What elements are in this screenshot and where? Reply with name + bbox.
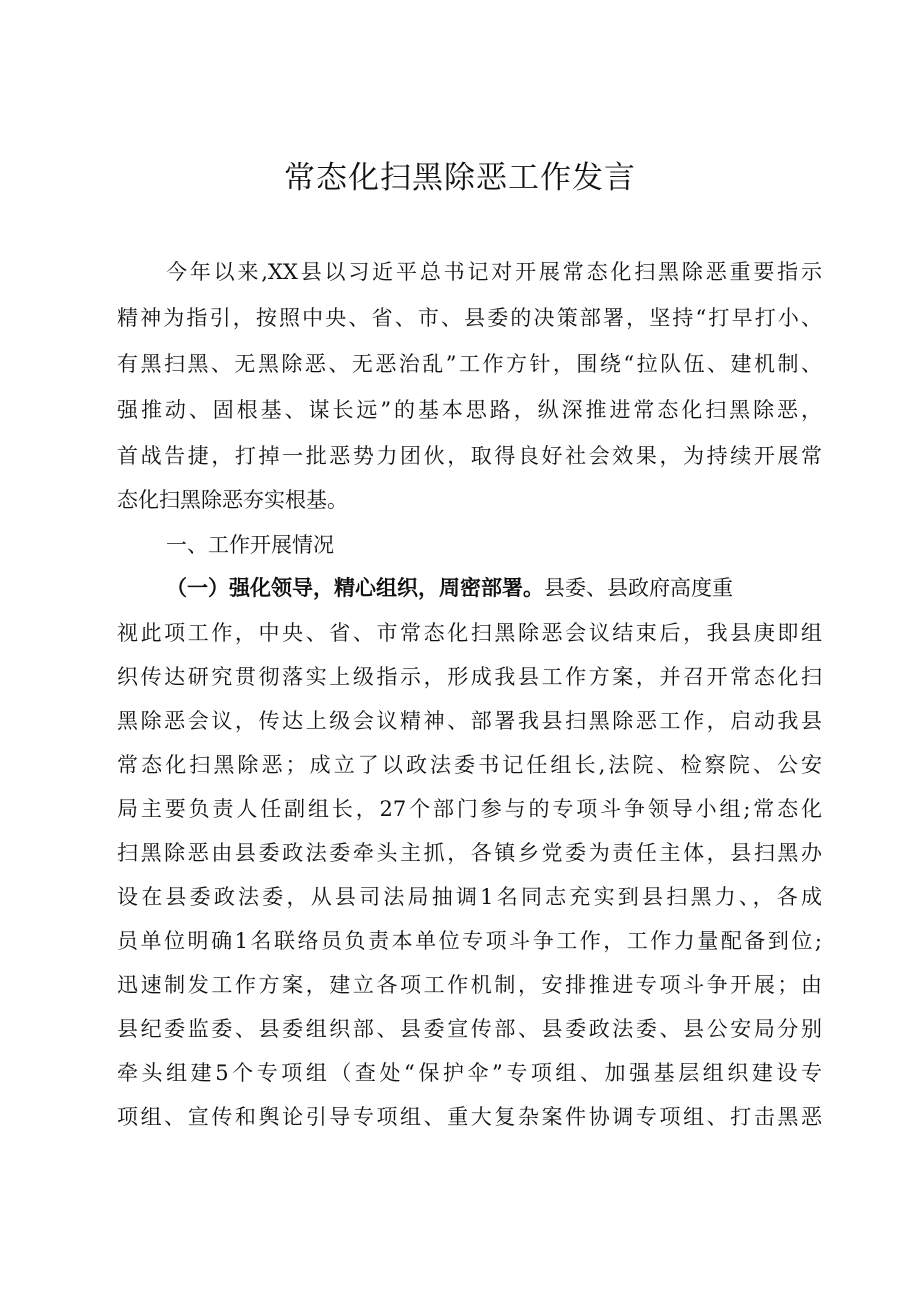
paragraph-line: 局主要负责人任副组长，27个部门参与的专项斗争领导小组;常态化 [117, 797, 822, 821]
document-title: 常态化扫黑除恶工作发言 [284, 160, 636, 196]
paragraph-line: 黑除恶会议，传达上级会议精神、部署我县扫黑除恶工作，启动我县 [117, 709, 822, 733]
paragraph-line: 今年以来,XX县以习近平总书记对开展常态化扫黑除恶重要指示 [166, 260, 822, 284]
paragraph-line: 视此项工作，中央、省、市常态化扫黑除恶会议结束后，我县庚即组 [117, 621, 822, 645]
paragraph-line: 迅速制发工作方案，建立各项工作机制，安排推进专项斗争开展；由 [117, 973, 822, 997]
section-heading: 一、工作开展情况 [166, 533, 334, 557]
subsection-first-line [166, 566, 822, 610]
paragraph-line: 常态化扫黑除恶；成立了以政法委书记任组长,法院、检察院、公安 [117, 753, 822, 777]
subsection-heading: （一）强化领导，精心组织，周密部署。 [166, 575, 544, 600]
paragraph-line: 县纪委监委、县委组织部、县委宣传部、县委政法委、县公安局分别 [117, 1017, 822, 1041]
paragraph-line: 设在县委政法委，从县司法局抽调1名同志充实到县扫黑力、，各成 [117, 885, 822, 909]
paragraph-line: 强推动、固根基、谋长远”的基本思路，纵深推进常态化扫黑除恶， [117, 398, 822, 422]
paragraph-line: 项组、宣传和舆论引导专项组、重大复杂案件协调专项组、打击黑恶 [117, 1105, 822, 1129]
paragraph-line: 扫黑除恶由县委政法委牵头主抓，各镇乡党委为责任主体，县扫黑办 [117, 841, 822, 865]
paragraph-line: 有黑扫黑、无黑除恶、无恶治乱”工作方针，围绕“拉队伍、建机制、 [117, 352, 822, 376]
paragraph-line: 织传达研究贯彻落实上级指示，形成我县工作方案，并召开常态化扫 [117, 665, 822, 689]
paragraph-line: 员单位明确1名联络员负责本单位专项斗争工作，工作力量配备到位; [117, 929, 822, 953]
paragraph-line: 精神为指引，按照中央、省、市、县委的决策部署，坚持“打早打小、 [117, 306, 822, 330]
paragraph-line: 态化扫黑除恶夯实根基。 [117, 488, 348, 512]
paragraph-line: 首战告捷，打掉一批恶势力团伙，取得良好社会效果，为持续开展常 [117, 444, 822, 468]
paragraph-line: 牵头组建5个专项组（查处“保护伞”专项组、加强基层组织建设专 [117, 1061, 822, 1085]
subsection-first-line-text: 县委、县政府高度重 [544, 576, 733, 600]
